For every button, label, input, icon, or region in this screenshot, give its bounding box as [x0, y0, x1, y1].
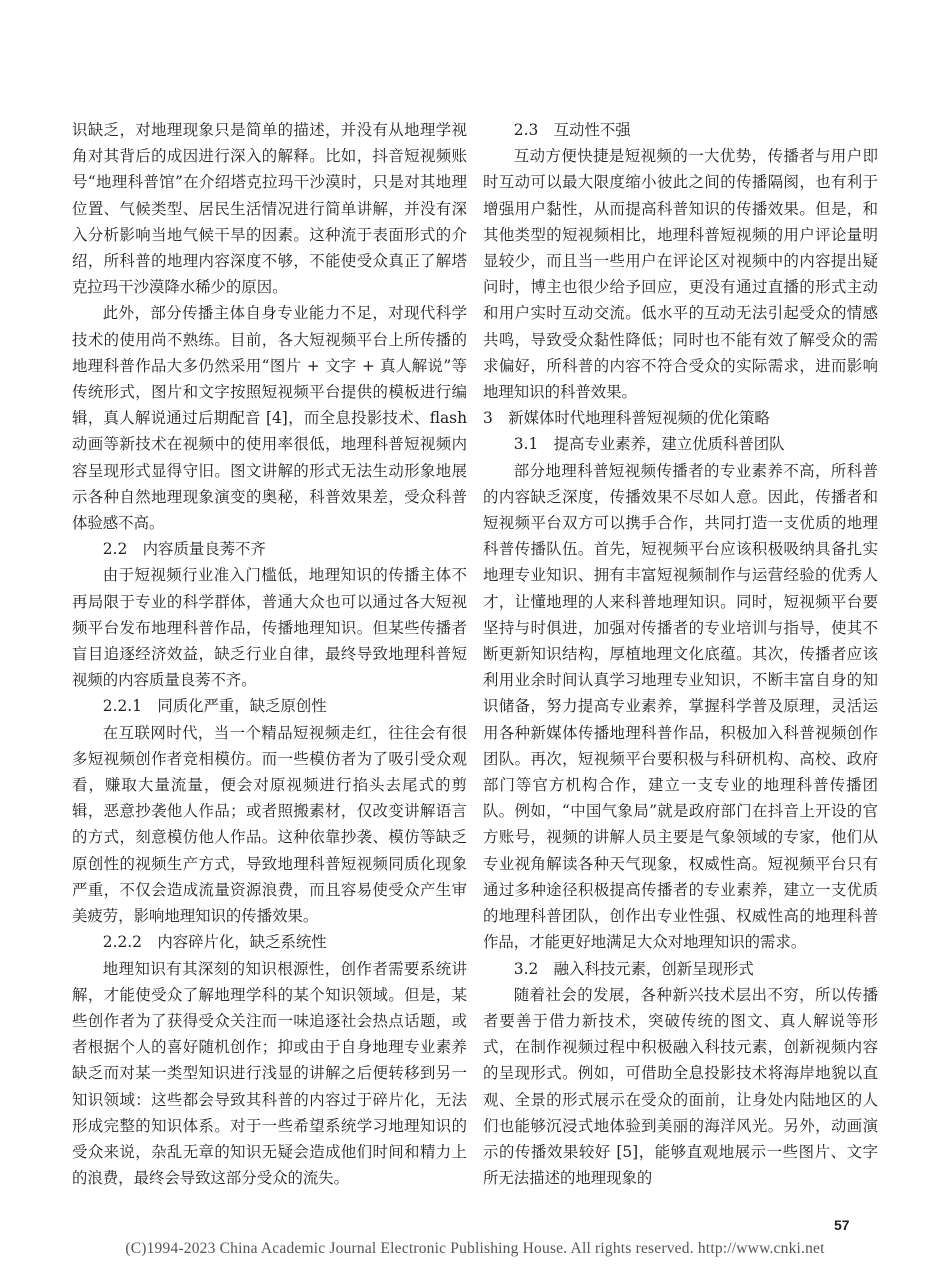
body-paragraph: 互动方便快捷是短视频的一大优势，传播者与用户即时互动可以最大限度缩小彼此之间的传播隔阂，也有利于增强用户黏性，从而提高科普知识的传播效果。但是，和其他类型的短视频相比，地理科普短视频的用户评论量明显较少，而且当一些用户在评论区对视频中的内容提出疑问时，博主也很少给予回应，更没有通过直播的形式主动和用户实时互动交流。低水平的互动无法引起受众的情感共鸣，导致受众黏性降低；同时也不能有效了解受众的需求偏好，所科普的内容不符合受众的实际需求，进而影响地理知识的科普效果。 [483, 147, 878, 402]
body-paragraph: 此外，部分传播主体自身专业能力不足，对现代科学技术的使用尚不熟练。目前，各大短视频平台上所传播的地理科普作品大多仍然采用“图片 + 文字 + 真人解说”等传统形式，图片和文字按照短视频平台提供的模板进行编辑，真人解说通过后期配音 [4]，而全息投影技术、flash 动画等新技术在视频中的使用率很低，地理科普短视频内容呈现形式显得守旧。图文讲解的形式无法生动形象地展示各种自然地理现象演变的奥秘，科普效果差，受众科普体验感不高。 [72, 304, 467, 533]
section-heading-2-3: 2.3 互动性不强 [513, 121, 631, 139]
section-heading-3: 3 新媒体时代地理科普短视频的优化策略 [483, 409, 770, 428]
right-column [483, 117, 878, 1191]
body-paragraph: 识缺乏，对地理现象只是简单的描述，并没有从地理学视角对其背后的成因进行深入的解释。比如，抖音短视频账号“地理科普馆”在介绍塔克拉玛干沙漠时，只是对其地理位置、气候类型、居民生活情况进行简单讲解，并没有深入分析影响当地气候干旱的因素。这种流于表面形式的介绍，所科普的地理内容深度不够，不能使受众真正了解塔克拉玛干沙漠降水稀少的原因。 [72, 121, 467, 297]
section-heading-3-2: 3.2 融入科技元素，创新呈现形式 [513, 959, 754, 978]
left-column [72, 117, 467, 1191]
section-heading-3-1: 3.1 提高专业素养，建立优质科普团队 [513, 435, 785, 454]
body-paragraph: 由于短视频行业准入门槛低，地理知识的传播主体不再局限于专业的科学群体，普通大众也可以通过各大短视频平台发布地理科普作品，传播地理知识。但某些传播者盲目追逐经济效益，缺乏行业自律，最终导致地理科普短视频的内容质量良莠不齐。 [72, 566, 467, 690]
body-paragraph: 随着社会的发展，各种新兴技术层出不穷，所以传播者要善于借力新技术，突破传统的图文、真人解说等形式，在制作视频过程中积极融入科技元素，创新视频内容的呈现形式。例如，可借助全息投影技术将海岸地貌以直观、全景的形式展示在受众的面前，让身处内陆地区的人们也能够沉浸式地体验到美丽的海洋风光。另外，动画演示的传播效果较好 [5]，能够直观地展示一些图片、文字所无法描述的地理现象的 [483, 985, 878, 1188]
section-heading-2-2: 2.2 内容质量良莠不齐 [102, 540, 266, 559]
section-heading-2-2-2: 2.2.2 内容碎片化，缺乏系统性 [102, 933, 327, 952]
body-paragraph: 在互联网时代，当一个精品短视频走红，往往会有很多短视频创作者竞相模仿。而一些模仿者为了吸引受众观看，赚取大量流量，便会对原视频进行掐头去尾式的剪辑，恶意抄袭他人作品；或者照搬素材，仅改变讲解语言的方式，刻意模仿他人作品。这种依靠抄袭、模仿等缺乏原创性的视频生产方式，导致地理科普短视频同质化现象严重，不仅会造成流量资源浪费，而且容易使受众产生审美疲劳，影响地理知识的传播效果。 [72, 723, 467, 926]
copyright-footer: (C)1994-2023 China Academic Journal Electronic Publishing House. All rights reserved. http://www.cnki.net [125, 1240, 825, 1257]
section-heading-2-2-1: 2.2.1 同质化严重，缺乏原创性 [102, 697, 327, 716]
page-number: 57 [834, 1217, 850, 1233]
body-paragraph: 部分地理科普短视频传播者的专业素养不高，所科普的内容缺乏深度，传播效果不尽如人意。因此，传播者和短视频平台双方可以携手合作，共同打造一支优质的地理科普传播队伍。首先，短视频平台应该积极吸纳具备扎实地理专业知识、拥有丰富短视频制作与运营经验的优秀人才，让懂地理的人来科普地理知识。同时，短视频平台要坚持与时俱进，加强对传播者的专业培训与指导，使其不断更新知识结构，厚植地理文化底蕴。其次，传播者应该利用业余时间认真学习地理专业知识，不断丰富自身的知识储备，努力提高专业素养，掌握科学普及原理，灵活运用各种新媒体传播地理科普作品，积极加入科普视频创作团队。再次，短视频平台要积极与科研机构、高校、政府部门等官方机构合作，建立一支专业的地理科普传播团队。例如，“中国气象局”就是政府部门在抖音上开设的官方账号，视频的讲解人员主要是气象领域的专家，他们从专业视角解读各种天气现象，权威性高。短视频平台只有通过多种途径积极提高传播者的专业素养，建立一支优质的地理科普团队，创作出专业性强、权威性高的地理科普作品，才能更好地满足大众对地理知识的需求。 [483, 461, 878, 952]
body-paragraph: 地理知识有其深刻的知识根源性，创作者需要系统讲解，才能使受众了解地理学科的某个知识领域。但是，某些创作者为了获得受众关注而一味追逐社会热点话题，或者根据个人的喜好随机创作；抑或由于自身地理专业素养缺乏而对某一类型知识进行浅显的讲解之后便转移到另一知识领域：这些都会导致其科普的内容过于碎片化，无法形成完整的知识体系。对于一些希望系统学习地理知识的受众来说，杂乱无章的知识无疑会造成他们时间和精力上的浪费，最终会导致这部分受众的流失。 [72, 959, 467, 1188]
